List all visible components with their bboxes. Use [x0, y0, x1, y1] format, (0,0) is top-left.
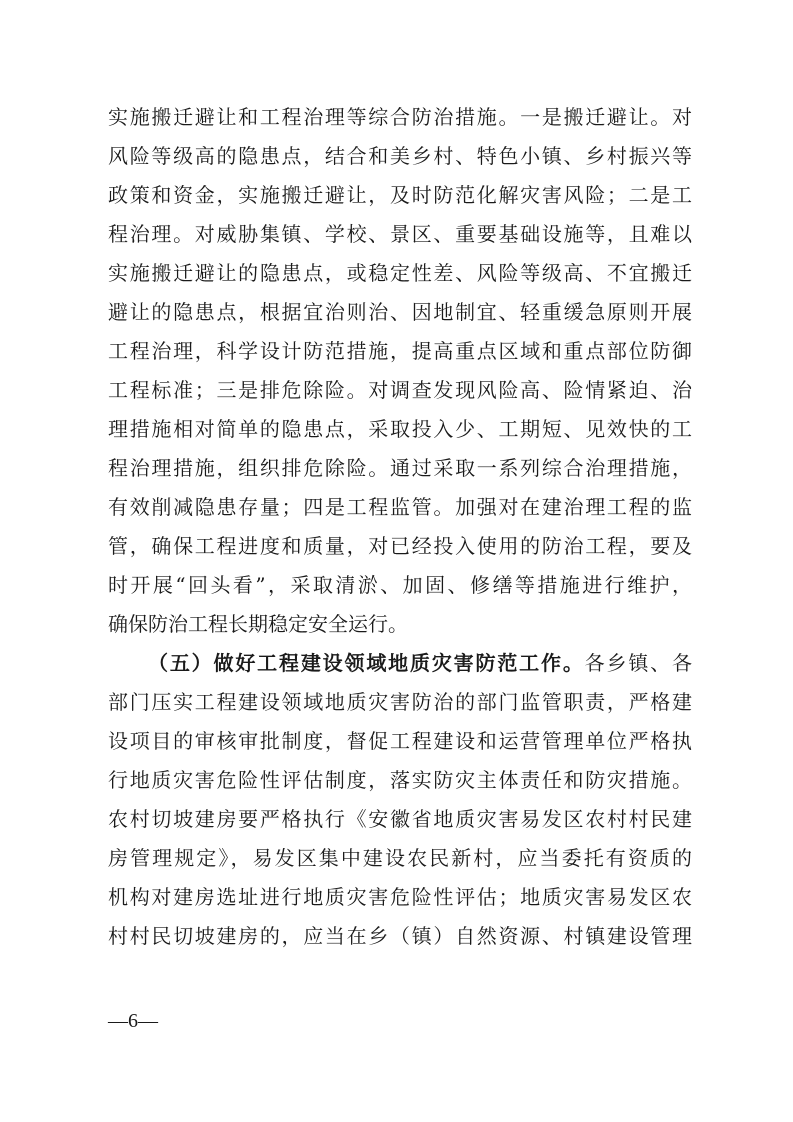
text-line: 村村民切坡建房的，应当在乡（镇）自然资源、村镇建设管理 [108, 924, 692, 948]
paragraph-2-first-line [108, 644, 692, 683]
text-line: 工程治理，科学设计防范措施，提高重点区域和重点部位防御 [108, 339, 692, 363]
text-line: 避让的隐患点，根据宜治则治、因地制宜、轻重缓急原则开展 [108, 300, 692, 324]
text-line: 设项目的审核审批制度，督促工程建设和运营管理单位严格执 [108, 729, 692, 753]
text-line: 程治理。对威胁集镇、学校、景区、重要基础设施等，且难以 [108, 222, 692, 246]
text-line: 农村切坡建房要严格执行《安徽省地质灾害易发区农村村民建 [108, 807, 692, 831]
text-line: 实施搬迁避让和工程治理等综合防治措施。一是搬迁避让。对 [108, 105, 692, 129]
body-text [108, 98, 692, 956]
text-line: 程治理措施，组织排危除险。通过采取一系列综合治理措施， [108, 456, 692, 480]
text-run: 各乡镇、各 [584, 651, 692, 675]
text-line: 有效削减隐患存量；四是工程监管。加强对在建治理工程的监 [108, 495, 692, 519]
text-line: 行地质灾害危险性评估制度，落实防灾主体责任和防灾措施。 [108, 768, 692, 792]
paragraph-2 [108, 644, 692, 956]
text-line: 部门压实工程建设领域地质灾害防治的部门监管职责，严格建 [108, 690, 692, 714]
text-line: 理措施相对简单的隐患点，采取投入少、工期短、见效快的工 [108, 417, 692, 441]
text-line: 实施搬迁避让的隐患点，或稳定性差、风险等级高、不宜搬迁 [108, 261, 692, 285]
text-line: 管，确保工程进度和质量，对已经投入使用的防治工程，要及 [108, 534, 692, 558]
text-line: 时开展“回头看”，采取清淤、加固、修缮等措施进行维护， [108, 573, 692, 597]
text-line: 机构对建房选址进行地质灾害危险性评估；地质灾害易发区农 [108, 885, 692, 909]
text-line: 政策和资金，实施搬迁避让，及时防范化解灾害风险；二是工 [108, 183, 692, 207]
section-heading: （五）做好工程建设领域地质灾害防范工作。 [148, 651, 585, 675]
text-line: 工程标准；三是排危除险。对调查发现风险高、险情紧迫、治 [108, 378, 692, 402]
text-line: 房管理规定》，易发区集中建设农民新村，应当委托有资质的 [108, 846, 692, 870]
text-line-last: 确保防治工程长期稳定安全运行。 [108, 612, 408, 636]
page-number: —6— [108, 1010, 158, 1032]
paragraph-1 [108, 98, 692, 644]
text-line: 风险等级高的隐患点，结合和美乡村、特色小镇、乡村振兴等 [108, 144, 692, 168]
